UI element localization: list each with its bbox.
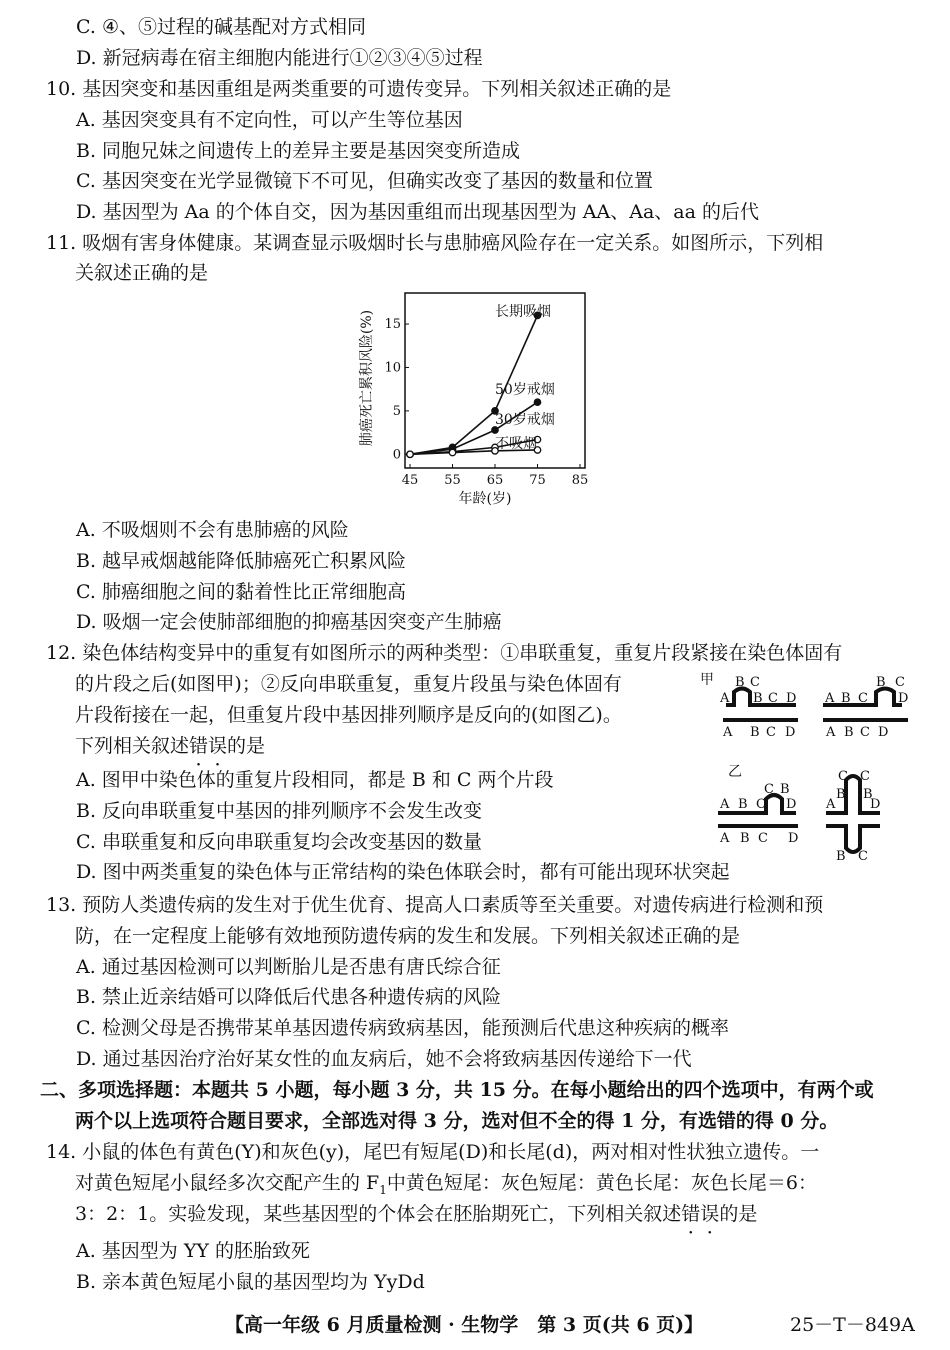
q14-stem-2-ratio: 中黄色短尾：灰色短尾：黄色长尾：灰色长尾＝6：: [386, 1172, 817, 1194]
gene-label: A: [826, 725, 836, 740]
figure-label-jia: 甲: [700, 672, 714, 688]
gene-label: D: [870, 797, 881, 812]
gene-label: A: [720, 691, 730, 706]
data-point: [449, 449, 455, 455]
gene-label: C: [764, 782, 774, 797]
gene-label: A: [720, 831, 730, 846]
q13-stem-2: 防，在一定程度上能够有效地预防遗传病的发生和发展。下列相关叙述正确的是: [75, 925, 741, 947]
gene-label: C: [756, 797, 766, 812]
q10-option-b: B. 同胞兄妹之间遗传上的差异主要是基因突变所造成: [76, 140, 521, 162]
gene-label: D: [786, 797, 797, 812]
subscript: 1: [379, 1182, 387, 1197]
y-tick-label: 15: [384, 317, 401, 333]
gene-label: B: [780, 782, 790, 797]
x-tick-label: 65: [486, 473, 504, 488]
q9-option-d: D. 新冠病毒在宿主细胞内能进行①②③④⑤过程: [76, 47, 483, 69]
q12-stem-2: 的片段之后(如图甲)；②反向串联重复，重复片段虽与染色体固有: [75, 673, 622, 695]
q11-option-d: D. 吸烟一定会使肺部细胞的抑癌基因突变产生肺癌: [76, 611, 502, 633]
gene-label: C: [895, 675, 905, 690]
chart-y-axis-label: 肺癌死亡累积风险(%): [359, 309, 375, 447]
q14-stem-3: [75, 1199, 757, 1229]
q11-stem-1: 11. 吸烟有害身体健康。某调查显示吸烟时长与患肺癌风险存在一定关系。如图所示，下列相: [46, 232, 824, 254]
footer-code: 25－T－849A: [790, 1314, 915, 1336]
series-label: 长期吸烟: [495, 304, 551, 320]
q11-stem-2: 关叙述正确的是: [75, 262, 209, 284]
footer-exam-info: 【高一年级 6 月质量检测 · 生物学 第 3 页(共 6 页)】: [225, 1314, 704, 1336]
q14-stem-2-text: 对黄色短尾小鼠经多次交配产生的 F: [75, 1172, 380, 1194]
q13-option-d: D. 通过基因治疗治好某女性的血友病后，她不会将致病基因传递给下一代: [76, 1048, 692, 1070]
q13-option-c: C. 检测父母是否携带某单基因遗传病致病基因，能预测后代患这种疾病的概率: [76, 1017, 729, 1039]
gene-label: A: [825, 691, 835, 706]
gene-label: D: [788, 831, 799, 846]
gene-label: B: [735, 675, 745, 690]
x-tick-label: 45: [401, 473, 419, 488]
lung-cancer-risk-chart: [355, 288, 605, 513]
q10-stem: 10. 基因突变和基因重组是两类重要的可遗传变异。下列相关叙述正确的是: [46, 78, 672, 100]
x-tick-label: 75: [529, 473, 546, 488]
gene-label: C: [750, 675, 760, 690]
section-2-header-2: 两个以上选项符合题目要求，全部选对得 3 分，选对但不全的得 1 分，有选错的得 0 分。: [75, 1110, 839, 1132]
q14-stem-3-end: 的是: [719, 1203, 758, 1225]
gene-label: B: [841, 691, 851, 706]
q10-option-d: D. 基因型为 Aa 的个体自交，因为基因重组而出现基因型为 AA、Aa、aa 的后代: [76, 201, 759, 223]
gene-label: C: [860, 725, 870, 740]
gene-label: A: [723, 725, 733, 740]
q11-option-c: C. 肺癌细胞之间的黏着性比正常细胞高: [76, 581, 406, 603]
gene-label: B: [863, 787, 873, 802]
q12-stem-4-text: 下列相关叙述: [75, 735, 190, 757]
gene-label: B: [836, 787, 846, 802]
gene-label: B: [876, 675, 886, 690]
data-point: [407, 451, 413, 457]
gene-label: C: [838, 769, 848, 784]
emphasis-char: 误: [208, 735, 228, 757]
y-tick-label: 10: [384, 360, 401, 376]
gene-label: D: [898, 691, 909, 706]
emphasis-char: 错: [189, 735, 209, 757]
q13-stem-1: 13. 预防人类遗传病的发生对于优生优育、提高人口素质等至关重要。对遗传病进行检测和预: [46, 894, 824, 916]
q12-stem-4-end: 的是: [227, 735, 266, 757]
q11-option-b: B. 越早戒烟越能降低肺癌死亡积累风险: [76, 550, 407, 572]
chart-x-axis-label: 年龄(岁): [458, 491, 512, 507]
gene-label: D: [785, 725, 796, 740]
gene-label: C: [766, 725, 776, 740]
page-footer: [0, 1310, 950, 1340]
section-2-header-1: 二、多项选择题：本题共 5 小题，每小题 3 分，共 15 分。在每小题给出的四个选项中，有两个或: [40, 1079, 874, 1101]
q9-option-c: C. ④、⑤过程的碱基配对方式相同: [76, 16, 366, 38]
q12-option-c: C. 串联重复和反向串联重复均会改变基因的数量: [76, 831, 482, 853]
gene-label: C: [758, 831, 768, 846]
gene-label: A: [720, 797, 730, 812]
q14-stem-1: 14. 小鼠的体色有黄色(Y)和灰色(y)，尾巴有短尾(D)和长尾(d)，两对相对性状独立遗传。一: [46, 1141, 820, 1163]
q12-option-a: A. 图甲中染色体的重复片段相同，都是 B 和 C 两个片段: [76, 769, 554, 791]
q12-stem-1: 12. 染色体结构变异中的重复有如图所示的两种类型：①串联重复，重复片段紧接在染色体固有: [46, 642, 843, 664]
figure-label-yi: 乙: [728, 764, 742, 780]
chromosome-duplication-figure: [698, 668, 920, 863]
chromosome-loop: [826, 826, 880, 852]
emphasis-char: 误: [700, 1203, 720, 1225]
gene-label: D: [786, 691, 797, 706]
gene-label: D: [878, 725, 889, 740]
gene-label: B: [750, 725, 760, 740]
data-point: [534, 399, 540, 405]
gene-label: B: [738, 797, 748, 812]
gene-label: C: [858, 849, 868, 863]
gene-label: B: [753, 691, 763, 706]
q11-option-a: A. 不吸烟则不会有患肺癌的风险: [76, 519, 349, 541]
gene-label: B: [836, 849, 846, 863]
y-tick-label: 0: [392, 447, 401, 463]
series-label: 50岁戒烟: [495, 382, 555, 398]
q13-option-b: B. 禁止近亲结婚可以降低后代患各种遗传病的风险: [76, 986, 502, 1008]
q12-stem-4: [75, 731, 265, 761]
gene-label: C: [860, 769, 870, 784]
gene-label: C: [858, 691, 868, 706]
series-label: 不吸烟: [495, 436, 537, 452]
q14-option-a: A. 基因型为 YY 的胚胎致死: [76, 1240, 310, 1262]
emphasis-char: 错: [681, 1203, 701, 1225]
q14-stem-3-text: 3：2：1。实验发现，某些基因型的个体会在胚胎期死亡，下列相关叙述: [75, 1203, 682, 1225]
gene-label: A: [826, 797, 836, 812]
q10-option-c: C. 基因突变在光学显微镜下不可见，但确实改变了基因的数量和位置: [76, 170, 653, 192]
q10-option-a: A. 基因突变具有不定向性，可以产生等位基因: [76, 109, 463, 131]
series-label: 30岁戒烟: [495, 412, 555, 428]
q12-stem-3: 片段衔接在一起，但重复片段中基因排列顺序是反向的(如图乙)。: [75, 704, 622, 726]
x-tick-label: 85: [571, 473, 589, 488]
x-tick-label: 55: [444, 473, 461, 488]
gene-label: B: [740, 831, 750, 846]
gene-label: B: [844, 725, 854, 740]
q12-option-b: B. 反向串联重复中基因的排列顺序不会发生改变: [76, 800, 483, 822]
q12-option-d: D. 图中两类重复的染色体与正常结构的染色体联会时，都有可能出现环状突起: [76, 861, 730, 883]
q13-option-a: A. 通过基因检测可以判断胎儿是否患有唐氏综合征: [76, 956, 501, 978]
gene-label: C: [768, 691, 778, 706]
y-tick-label: 5: [392, 403, 401, 419]
q14-option-b: B. 亲本黄色短尾小鼠的基因型均为 YyDd: [76, 1271, 425, 1293]
